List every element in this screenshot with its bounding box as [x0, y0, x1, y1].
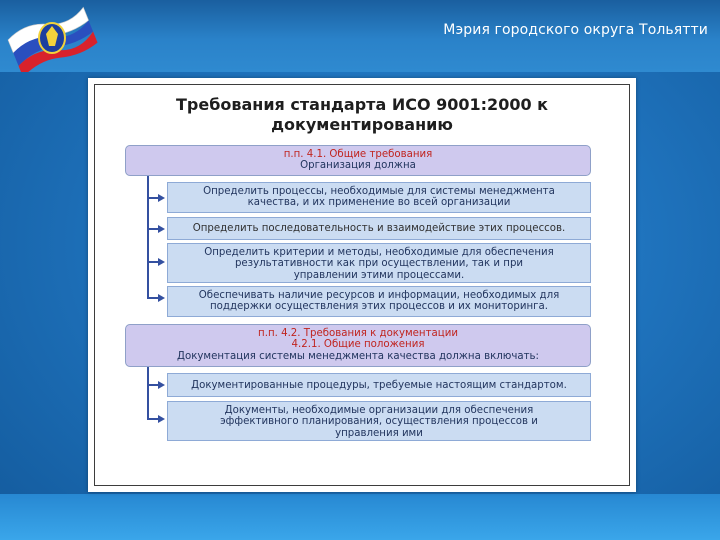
requirement-item-4-line1: Обеспечивать наличие ресурсов и информации, необходимых для — [198, 290, 560, 301]
requirement-item-2-line1: Определить последовательность и взаимодействие этих процессов. — [192, 223, 566, 234]
document-title-line1: Требования стандарта ИСО 9001:2000 к — [175, 95, 549, 114]
document-title — [95, 95, 629, 135]
requirement-item-3-line1: Определить критерии и методы, необходимые для обеспечения — [204, 247, 554, 258]
bottom-band — [0, 494, 720, 540]
section1-heading: п.п. 4.1. Общие требования — [283, 149, 433, 160]
arrow-icon — [158, 225, 165, 233]
section1-subheading: Организация должна — [300, 160, 416, 172]
section1-connector-line — [147, 176, 149, 298]
city-flag-logo — [2, 2, 98, 72]
section2-connector-line — [147, 367, 149, 419]
section2-description: Документация системы менеджмента качества должна включать: — [177, 350, 539, 362]
documentation-item-2-line2: эффективного планирования, осуществления процессов и — [220, 416, 538, 428]
requirement-item-3 — [167, 243, 591, 283]
requirement-item-4 — [167, 286, 591, 317]
requirement-item-2 — [167, 217, 591, 240]
slide-content — [94, 84, 630, 486]
requirement-item-1 — [167, 182, 591, 213]
slide-frame — [88, 78, 636, 492]
header-title: Мэрия городского округа Тольятти — [443, 22, 708, 38]
documentation-item-1 — [167, 373, 591, 397]
arrow-icon — [158, 258, 165, 266]
section2-heading: п.п. 4.2. Требования к документации — [258, 328, 458, 339]
section2-subheading: 4.2.1. Общие положения — [291, 339, 425, 351]
arrow-icon — [158, 294, 165, 302]
requirement-item-3-line2: результативности как при осуществлении, так и при — [234, 258, 524, 270]
documentation-item-2-line3: управления ими — [335, 427, 423, 439]
arrow-icon — [158, 194, 165, 202]
requirement-item-3-line3: управлении этими процессами. — [293, 269, 465, 281]
requirement-item-1-line1: Определить процессы, необходимые для системы менеджмента — [203, 186, 555, 197]
requirement-item-1-line2: качества, и их применение во всей организации — [247, 197, 511, 209]
requirement-item-4-line2: поддержки осуществления этих процессов и их мониторинга. — [210, 301, 548, 313]
section2-header-box — [125, 324, 591, 367]
documentation-item-1-line1: Документированные процедуры, требуемые настоящим стандартом. — [191, 380, 567, 391]
documentation-item-2 — [167, 401, 591, 441]
documentation-item-2-line1: Документы, необходимые организации для обеспечения — [224, 405, 534, 416]
section1-header-box — [125, 145, 591, 176]
document-title-line2: документированию — [271, 115, 453, 134]
arrow-icon — [158, 381, 165, 389]
arrow-icon — [158, 415, 165, 423]
